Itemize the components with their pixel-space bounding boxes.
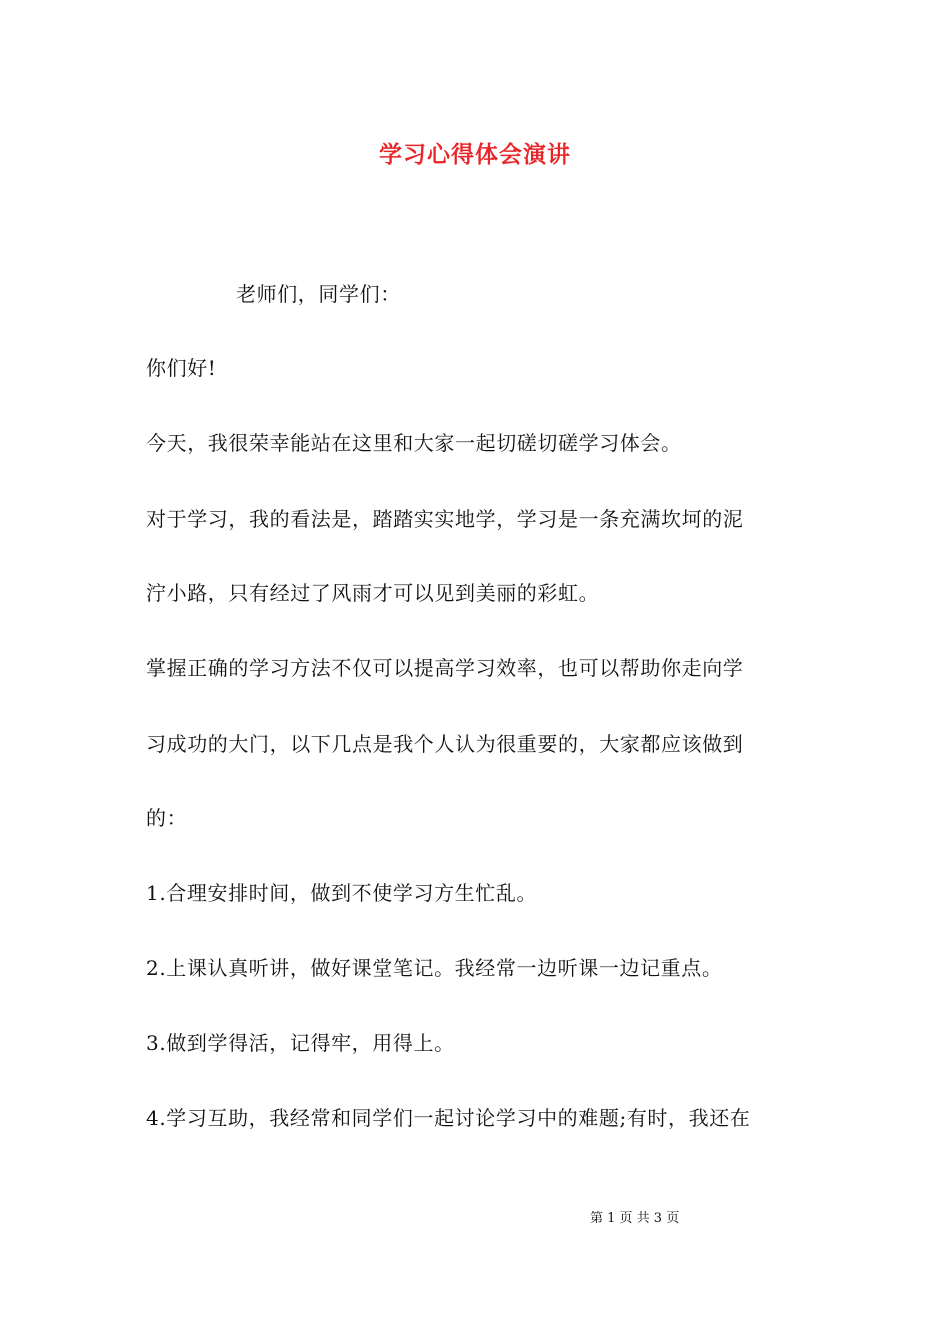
list-item: 3.做到学得活，记得牢，用得上。 [146,1031,455,1055]
paragraph-line: 的： [146,806,188,830]
paragraph-line: 习成功的大门，以下几点是我个人认为很重要的，大家都应该做到 [146,732,744,756]
page-number-footer: 第 1 页 共 3 页 [590,1211,680,1226]
document-title: 学习心得体会演讲 [379,142,571,168]
paragraph-line: 掌握正确的学习方法不仅可以提高学习效率，也可以帮助你走向学 [146,656,744,680]
paragraph-line: 对于学习，我的看法是，踏踏实实地学，学习是一条充满坎坷的泥 [146,507,744,531]
paragraph-line: 今天，我很荣幸能站在这里和大家一起切磋切磋学习体会。 [146,431,682,455]
salutation-line: 老师们，同学们： [236,282,401,306]
paragraph-line: 你们好! [146,356,217,380]
list-item: 1.合理安排时间，做到不使学习方生忙乱。 [146,881,538,905]
list-item: 4.学习互助，我经常和同学们一起讨论学习中的难题;有时，我还在 [146,1106,751,1130]
paragraph-line: 泞小路，只有经过了风雨才可以见到美丽的彩虹。 [146,581,600,605]
list-item: 2.上课认真听讲，做好课堂笔记。我经常一边听课一边记重点。 [146,956,723,980]
